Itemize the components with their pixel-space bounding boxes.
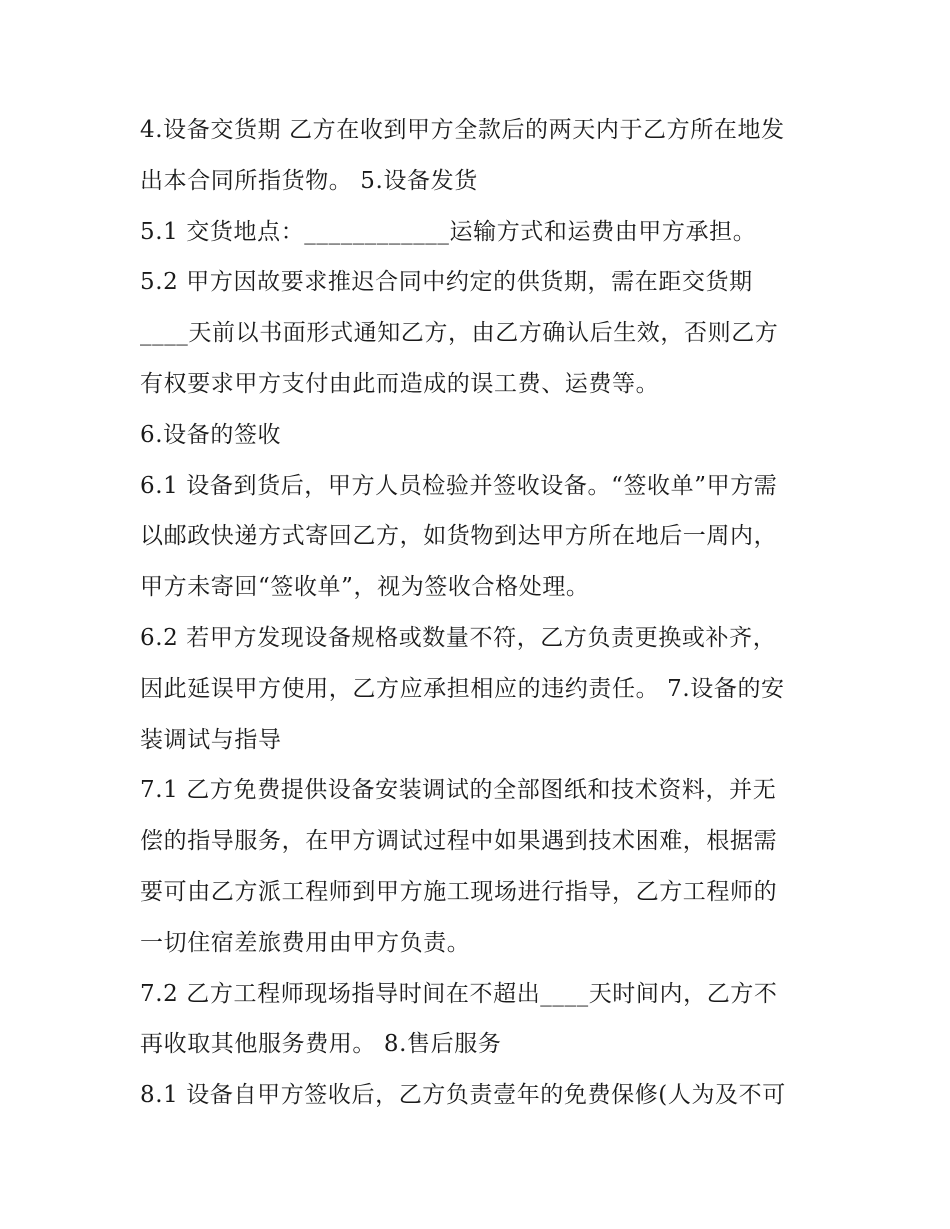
text-line: 7.1 乙方免费提供设备安装调试的全部图纸和技术资料，并无: [140, 777, 777, 804]
text-line: 4.设备交货期 乙方在收到甲方全款后的两天内于乙方所在地发: [140, 117, 785, 143]
text-line: 再收取其他服务费用。 8.售后服务: [140, 1031, 502, 1058]
text-line: 6.1 设备到货后，甲方人员检验并签收设备。“签收单”甲方需: [140, 472, 778, 499]
text-line: 要可由乙方派工程师到甲方施工现场进行指导，乙方工程师的: [140, 878, 778, 905]
section-heading: 6.设备的签收: [140, 421, 282, 448]
text-line: 5.2 甲方因故要求推迟合同中约定的供货期，需在距交货期: [140, 269, 753, 296]
text-line: 一切住宿差旅费用由甲方负责。: [140, 929, 471, 956]
contract-body: [140, 105, 820, 1121]
text-line: 6.2 若甲方发现设备规格或数量不符，乙方负责更换或补齐，: [140, 624, 777, 651]
text-line: 装调试与指导: [140, 726, 282, 753]
text-line: 以邮政快递方式寄回乙方，如货物到达甲方所在地后一周内，: [140, 523, 778, 550]
text-line: 甲方未寄回“签收单”，视为签收合格处理。: [140, 574, 590, 601]
text-line: 7.2 乙方工程师现场指导时间在不超出____天时间内，乙方不: [140, 980, 778, 1007]
text-line: 出本合同所指货物。 5.设备发货: [140, 167, 478, 194]
text-line: 有权要求甲方支付由此而造成的误工费、运费等。: [140, 370, 660, 397]
text-line: 8.1 设备自甲方签收后，乙方负责壹年的免费保修(人为及不可: [140, 1082, 786, 1109]
text-line: ____天前以书面形式通知乙方，由乙方确认后生效，否则乙方: [140, 320, 779, 347]
text-line: 因此延误甲方使用，乙方应承担相应的违约责任。 7.设备的安: [140, 675, 785, 702]
text-line: 偿的指导服务，在甲方调试过程中如果遇到技术困难，根据需: [140, 828, 778, 855]
text-line: 5.1 交货地点：____________运输方式和运费由甲方承担。: [140, 218, 757, 245]
